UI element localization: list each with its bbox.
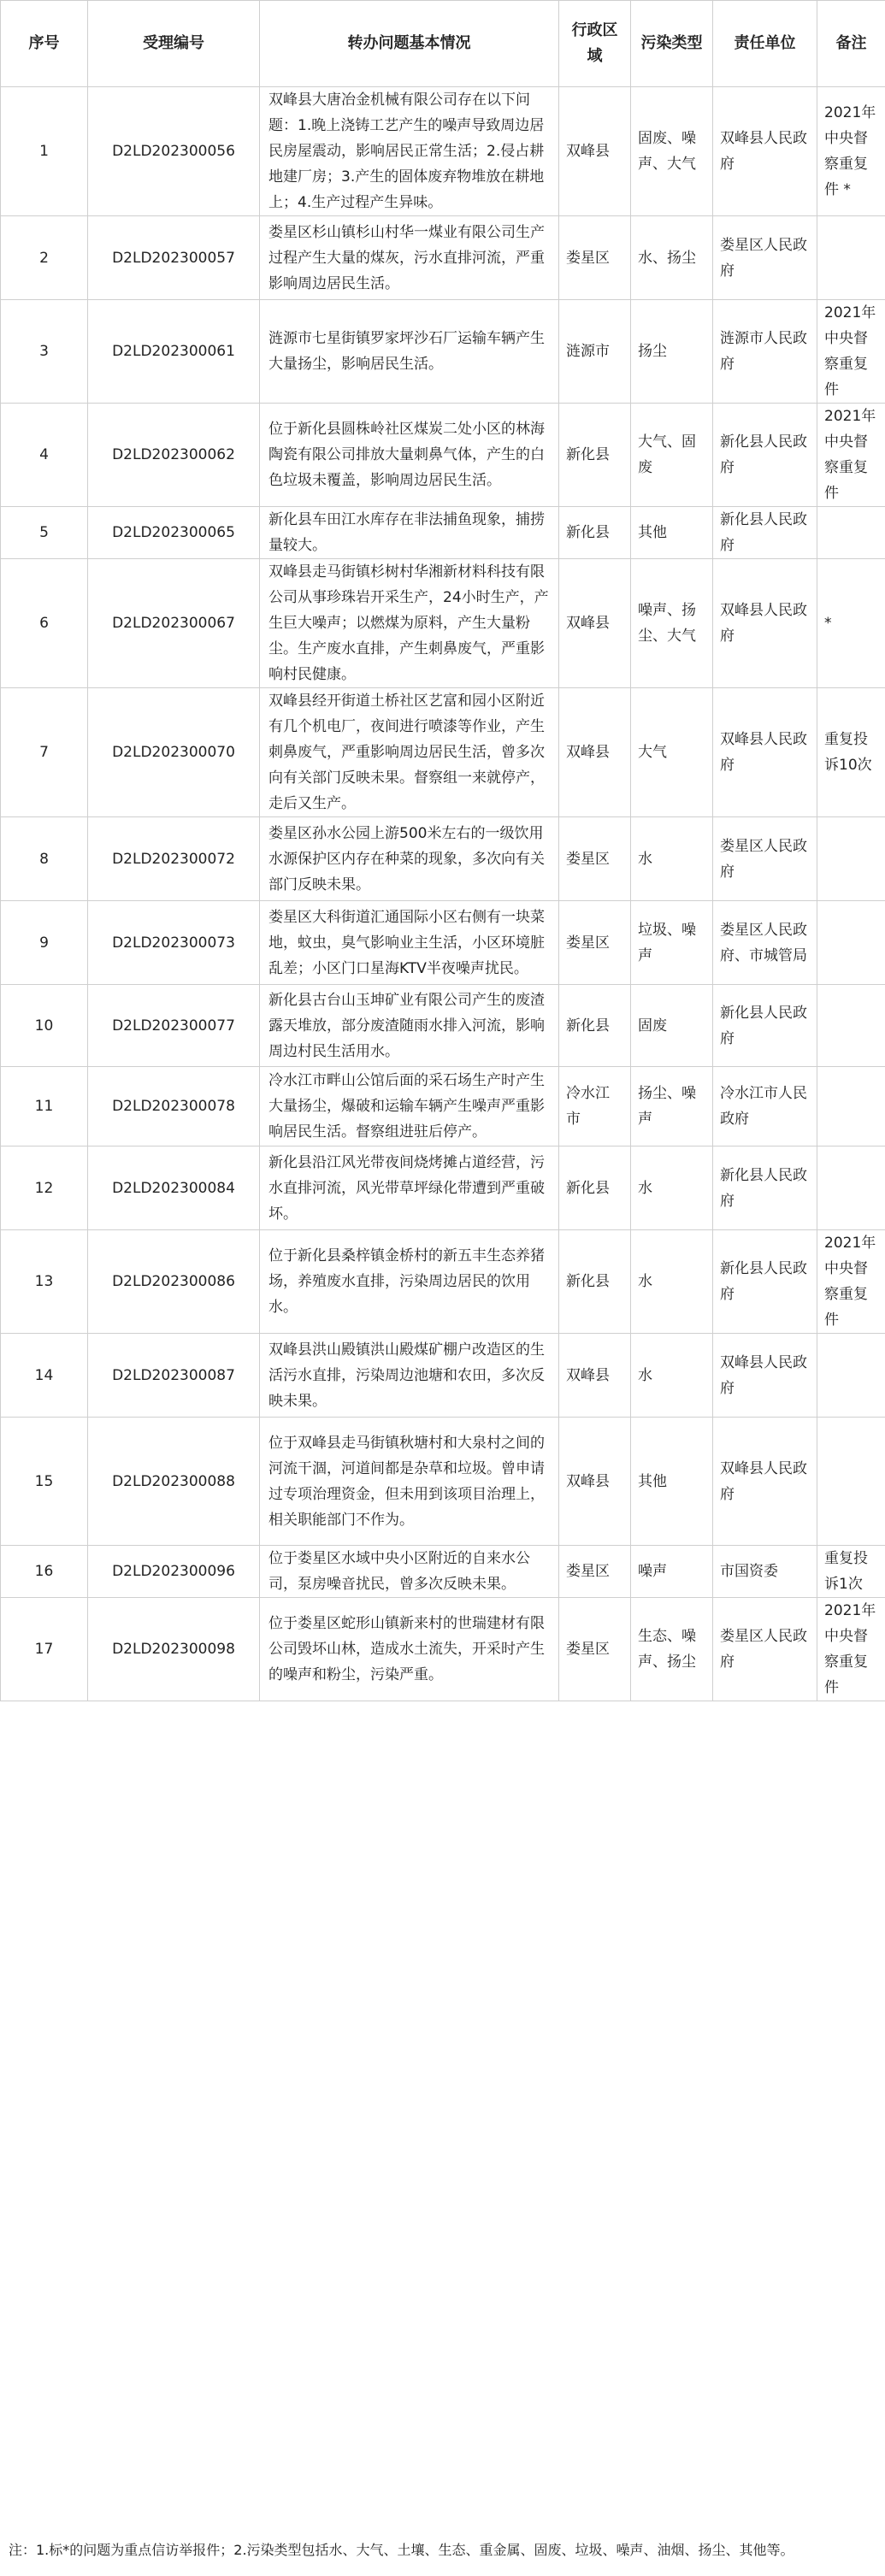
row-region: 娄星区 [559, 901, 631, 985]
row-note: 重复投诉10次 [817, 688, 885, 817]
row-responsible-unit: 娄星区人民政府 [713, 1598, 817, 1701]
row-region: 双峰县 [559, 1334, 631, 1418]
row-description: 双峰县洪山殿镇洪山殿煤矿棚户改造区的生活污水直排，污染周边池塘和农田，多次反映未果。 [260, 1334, 559, 1418]
row-pollution-type: 大气、固废 [631, 404, 713, 507]
row-code: D2LD202300096 [88, 1546, 260, 1598]
row-region: 新化县 [559, 1230, 631, 1334]
row-pollution-type: 扬尘 [631, 300, 713, 404]
row-description: 涟源市七星街镇罗家坪沙石厂运输车辆产生大量扬尘，影响居民生活。 [260, 300, 559, 404]
row-note [817, 1418, 885, 1546]
row-pollution-type: 水 [631, 1334, 713, 1418]
row-pollution-type: 水、扬尘 [631, 216, 713, 300]
row-pollution-type: 水 [631, 1230, 713, 1334]
row-region: 新化县 [559, 507, 631, 559]
row-note [817, 985, 885, 1067]
row-code: D2LD202300065 [88, 507, 260, 559]
table-row [1, 87, 885, 216]
row-region: 新化县 [559, 404, 631, 507]
row-code: D2LD202300087 [88, 1334, 260, 1418]
row-responsible-unit: 新化县人民政府 [713, 507, 817, 559]
row-note: * [817, 559, 885, 688]
row-responsible-unit: 娄星区人民政府 [713, 817, 817, 901]
row-region: 娄星区 [559, 817, 631, 901]
row-description: 双峰县经开街道土桥社区艺富和园小区附近有几个机电厂，夜间进行喷漆等作业，产生刺鼻废气，严重影响周边居民生活，曾多次向有关部门反映未果。督察组一来就停产，走后又生产。 [260, 688, 559, 817]
row-note [817, 507, 885, 559]
row-number: 11 [1, 1067, 88, 1147]
row-description: 双峰县大唐冶金机械有限公司存在以下问题：1.晚上浇铸工艺产生的噪声导致周边居民房屋震动，影响居民正常生活；2.侵占耕地建厂房；3.产生的固体废弃物堆放在耕地上；4.生产过程产生异味。 [260, 87, 559, 216]
table-row [1, 559, 885, 688]
row-code: D2LD202300084 [88, 1147, 260, 1230]
row-responsible-unit: 双峰县人民政府 [713, 688, 817, 817]
row-code: D2LD202300070 [88, 688, 260, 817]
row-number: 3 [1, 300, 88, 404]
table-row [1, 1147, 885, 1230]
row-description: 新化县古台山玉坤矿业有限公司产生的废渣露天堆放，部分废渣随雨水排入河流，影响周边村民生活用水。 [260, 985, 559, 1067]
row-region: 双峰县 [559, 87, 631, 216]
table-row [1, 1334, 885, 1418]
row-responsible-unit: 双峰县人民政府 [713, 87, 817, 216]
table-row [1, 985, 885, 1067]
table-row [1, 507, 885, 559]
row-number: 12 [1, 1147, 88, 1230]
row-pollution-type: 噪声、扬尘、大气 [631, 559, 713, 688]
table-header-row [1, 1, 885, 87]
header-no: 序号 [1, 1, 88, 87]
row-number: 4 [1, 404, 88, 507]
row-number: 15 [1, 1418, 88, 1546]
header-region: 行政区域 [559, 1, 631, 87]
row-number: 17 [1, 1598, 88, 1701]
row-code: D2LD202300062 [88, 404, 260, 507]
row-note: 2021年中央督察重复件 * [817, 87, 885, 216]
row-region: 双峰县 [559, 1418, 631, 1546]
row-code: D2LD202300078 [88, 1067, 260, 1147]
row-note: 2021年中央督察重复件 [817, 300, 885, 404]
row-description: 双峰县走马街镇杉树村华湘新材料科技有限公司从事珍珠岩开采生产，24小时生产，产生巨大噪声；以燃煤为原料，产生大量粉尘。生产废水直排，产生刺鼻废气，严重影响村民健康。 [260, 559, 559, 688]
table-row [1, 1230, 885, 1334]
row-code: D2LD202300057 [88, 216, 260, 300]
table-row [1, 1067, 885, 1147]
row-code: D2LD202300061 [88, 300, 260, 404]
table-row [1, 901, 885, 985]
table-row [1, 300, 885, 404]
row-description: 娄星区大科街道汇通国际小区右侧有一块菜地，蚊虫，臭气影响业主生活，小区环境脏乱差；小区门口星海KTV半夜噪声扰民。 [260, 901, 559, 985]
row-pollution-type: 垃圾、噪声 [631, 901, 713, 985]
row-pollution-type: 水 [631, 1147, 713, 1230]
row-description: 娄星区孙水公园上游500米左右的一级饮用水源保护区内存在种菜的现象，多次向有关部门反映未果。 [260, 817, 559, 901]
row-responsible-unit: 双峰县人民政府 [713, 559, 817, 688]
row-note: 2021年中央督察重复件 [817, 1598, 885, 1701]
row-number: 9 [1, 901, 88, 985]
row-region: 冷水江市 [559, 1067, 631, 1147]
table-row [1, 216, 885, 300]
table-row [1, 1598, 885, 1701]
row-code: D2LD202300072 [88, 817, 260, 901]
row-code: D2LD202300098 [88, 1598, 260, 1701]
row-description: 位于新化县圆株岭社区煤炭二处小区的林海陶瓷有限公司排放大量刺鼻气体，产生的白色垃圾未覆盖，影响周边居民生活。 [260, 404, 559, 507]
row-number: 5 [1, 507, 88, 559]
header-note: 备注 [817, 1, 885, 87]
row-pollution-type: 其他 [631, 1418, 713, 1546]
row-region: 涟源市 [559, 300, 631, 404]
row-pollution-type: 其他 [631, 507, 713, 559]
row-note [817, 1147, 885, 1230]
row-pollution-type: 扬尘、噪声 [631, 1067, 713, 1147]
row-responsible-unit: 双峰县人民政府 [713, 1334, 817, 1418]
row-responsible-unit: 新化县人民政府 [713, 1230, 817, 1334]
row-responsible-unit: 涟源市人民政府 [713, 300, 817, 404]
row-description: 娄星区杉山镇杉山村华一煤业有限公司生产过程产生大量的煤灰，污水直排河流，严重影响周边居民生活。 [260, 216, 559, 300]
header-unit: 责任单位 [713, 1, 817, 87]
row-responsible-unit: 市国资委 [713, 1546, 817, 1598]
row-note [817, 817, 885, 901]
row-region: 娄星区 [559, 1546, 631, 1598]
row-pollution-type: 噪声 [631, 1546, 713, 1598]
row-responsible-unit: 新化县人民政府 [713, 1147, 817, 1230]
row-note [817, 1067, 885, 1147]
row-region: 新化县 [559, 985, 631, 1067]
row-code: D2LD202300086 [88, 1230, 260, 1334]
table-row [1, 688, 885, 817]
row-pollution-type: 固废 [631, 985, 713, 1067]
table-row [1, 817, 885, 901]
header-type: 污染类型 [631, 1, 713, 87]
row-responsible-unit: 娄星区人民政府 [713, 216, 817, 300]
row-description: 位于娄星区水域中央小区附近的自来水公司，泵房噪音扰民，曾多次反映未果。 [260, 1546, 559, 1598]
row-responsible-unit: 双峰县人民政府 [713, 1418, 817, 1546]
row-region: 新化县 [559, 1147, 631, 1230]
row-description: 位于新化县桑梓镇金桥村的新五丰生态养猪场，养殖废水直排，污染周边居民的饮用水。 [260, 1230, 559, 1334]
row-number: 1 [1, 87, 88, 216]
row-code: D2LD202300067 [88, 559, 260, 688]
row-pollution-type: 生态、噪声、扬尘 [631, 1598, 713, 1701]
row-note [817, 1334, 885, 1418]
row-description: 位于双峰县走马街镇秋塘村和大泉村之间的河流干涸，河道间都是杂草和垃圾。曾申请过专项治理资金，但未用到该项目治理上，相关职能部门不作为。 [260, 1418, 559, 1546]
row-note: 2021年中央督察重复件 [817, 1230, 885, 1334]
row-description: 新化县车田江水库存在非法捕鱼现象，捕捞量较大。 [260, 507, 559, 559]
row-responsible-unit: 冷水江市人民政府 [713, 1067, 817, 1147]
table-row [1, 1546, 885, 1598]
row-region: 双峰县 [559, 559, 631, 688]
row-number: 7 [1, 688, 88, 817]
row-number: 10 [1, 985, 88, 1067]
header-code: 受理编号 [88, 1, 260, 87]
table-row [1, 404, 885, 507]
table-row [1, 1418, 885, 1546]
row-note: 重复投诉1次 [817, 1546, 885, 1598]
row-number: 13 [1, 1230, 88, 1334]
row-code: D2LD202300073 [88, 901, 260, 985]
row-responsible-unit: 娄星区人民政府、市城管局 [713, 901, 817, 985]
table-body [1, 87, 885, 1701]
row-note [817, 901, 885, 985]
row-pollution-type: 大气 [631, 688, 713, 817]
row-region: 双峰县 [559, 688, 631, 817]
row-region: 娄星区 [559, 1598, 631, 1701]
row-number: 14 [1, 1334, 88, 1418]
row-code: D2LD202300056 [88, 87, 260, 216]
row-responsible-unit: 新化县人民政府 [713, 985, 817, 1067]
row-responsible-unit: 新化县人民政府 [713, 404, 817, 507]
row-pollution-type: 水 [631, 817, 713, 901]
row-note: 2021年中央督察重复件 [817, 404, 885, 507]
row-description: 新化县沿江风光带夜间烧烤摊占道经营，污水直排河流，风光带草坪绿化带遭到严重破坏。 [260, 1147, 559, 1230]
row-region: 娄星区 [559, 216, 631, 300]
row-number: 2 [1, 216, 88, 300]
row-description: 冷水江市畔山公馆后面的采石场生产时产生大量扬尘，爆破和运输车辆产生噪声严重影响居民生活。督察组进驻后停产。 [260, 1067, 559, 1147]
row-pollution-type: 固废、噪声、大气 [631, 87, 713, 216]
header-desc: 转办问题基本情况 [260, 1, 559, 87]
row-code: D2LD202300088 [88, 1418, 260, 1546]
row-number: 16 [1, 1546, 88, 1598]
footnote: 注：1.标*的问题为重点信访举报件；2.污染类型包括水、大气、土壤、生态、重金属、固废、垃圾、噪声、油烟、扬尘、其他等。 [9, 2542, 794, 2558]
row-code: D2LD202300077 [88, 985, 260, 1067]
row-note [817, 216, 885, 300]
row-number: 8 [1, 817, 88, 901]
row-description: 位于娄星区蛇形山镇新来村的世瑞建材有限公司毁坏山林，造成水土流失，开采时产生的噪声和粉尘，污染严重。 [260, 1598, 559, 1701]
row-number: 6 [1, 559, 88, 688]
